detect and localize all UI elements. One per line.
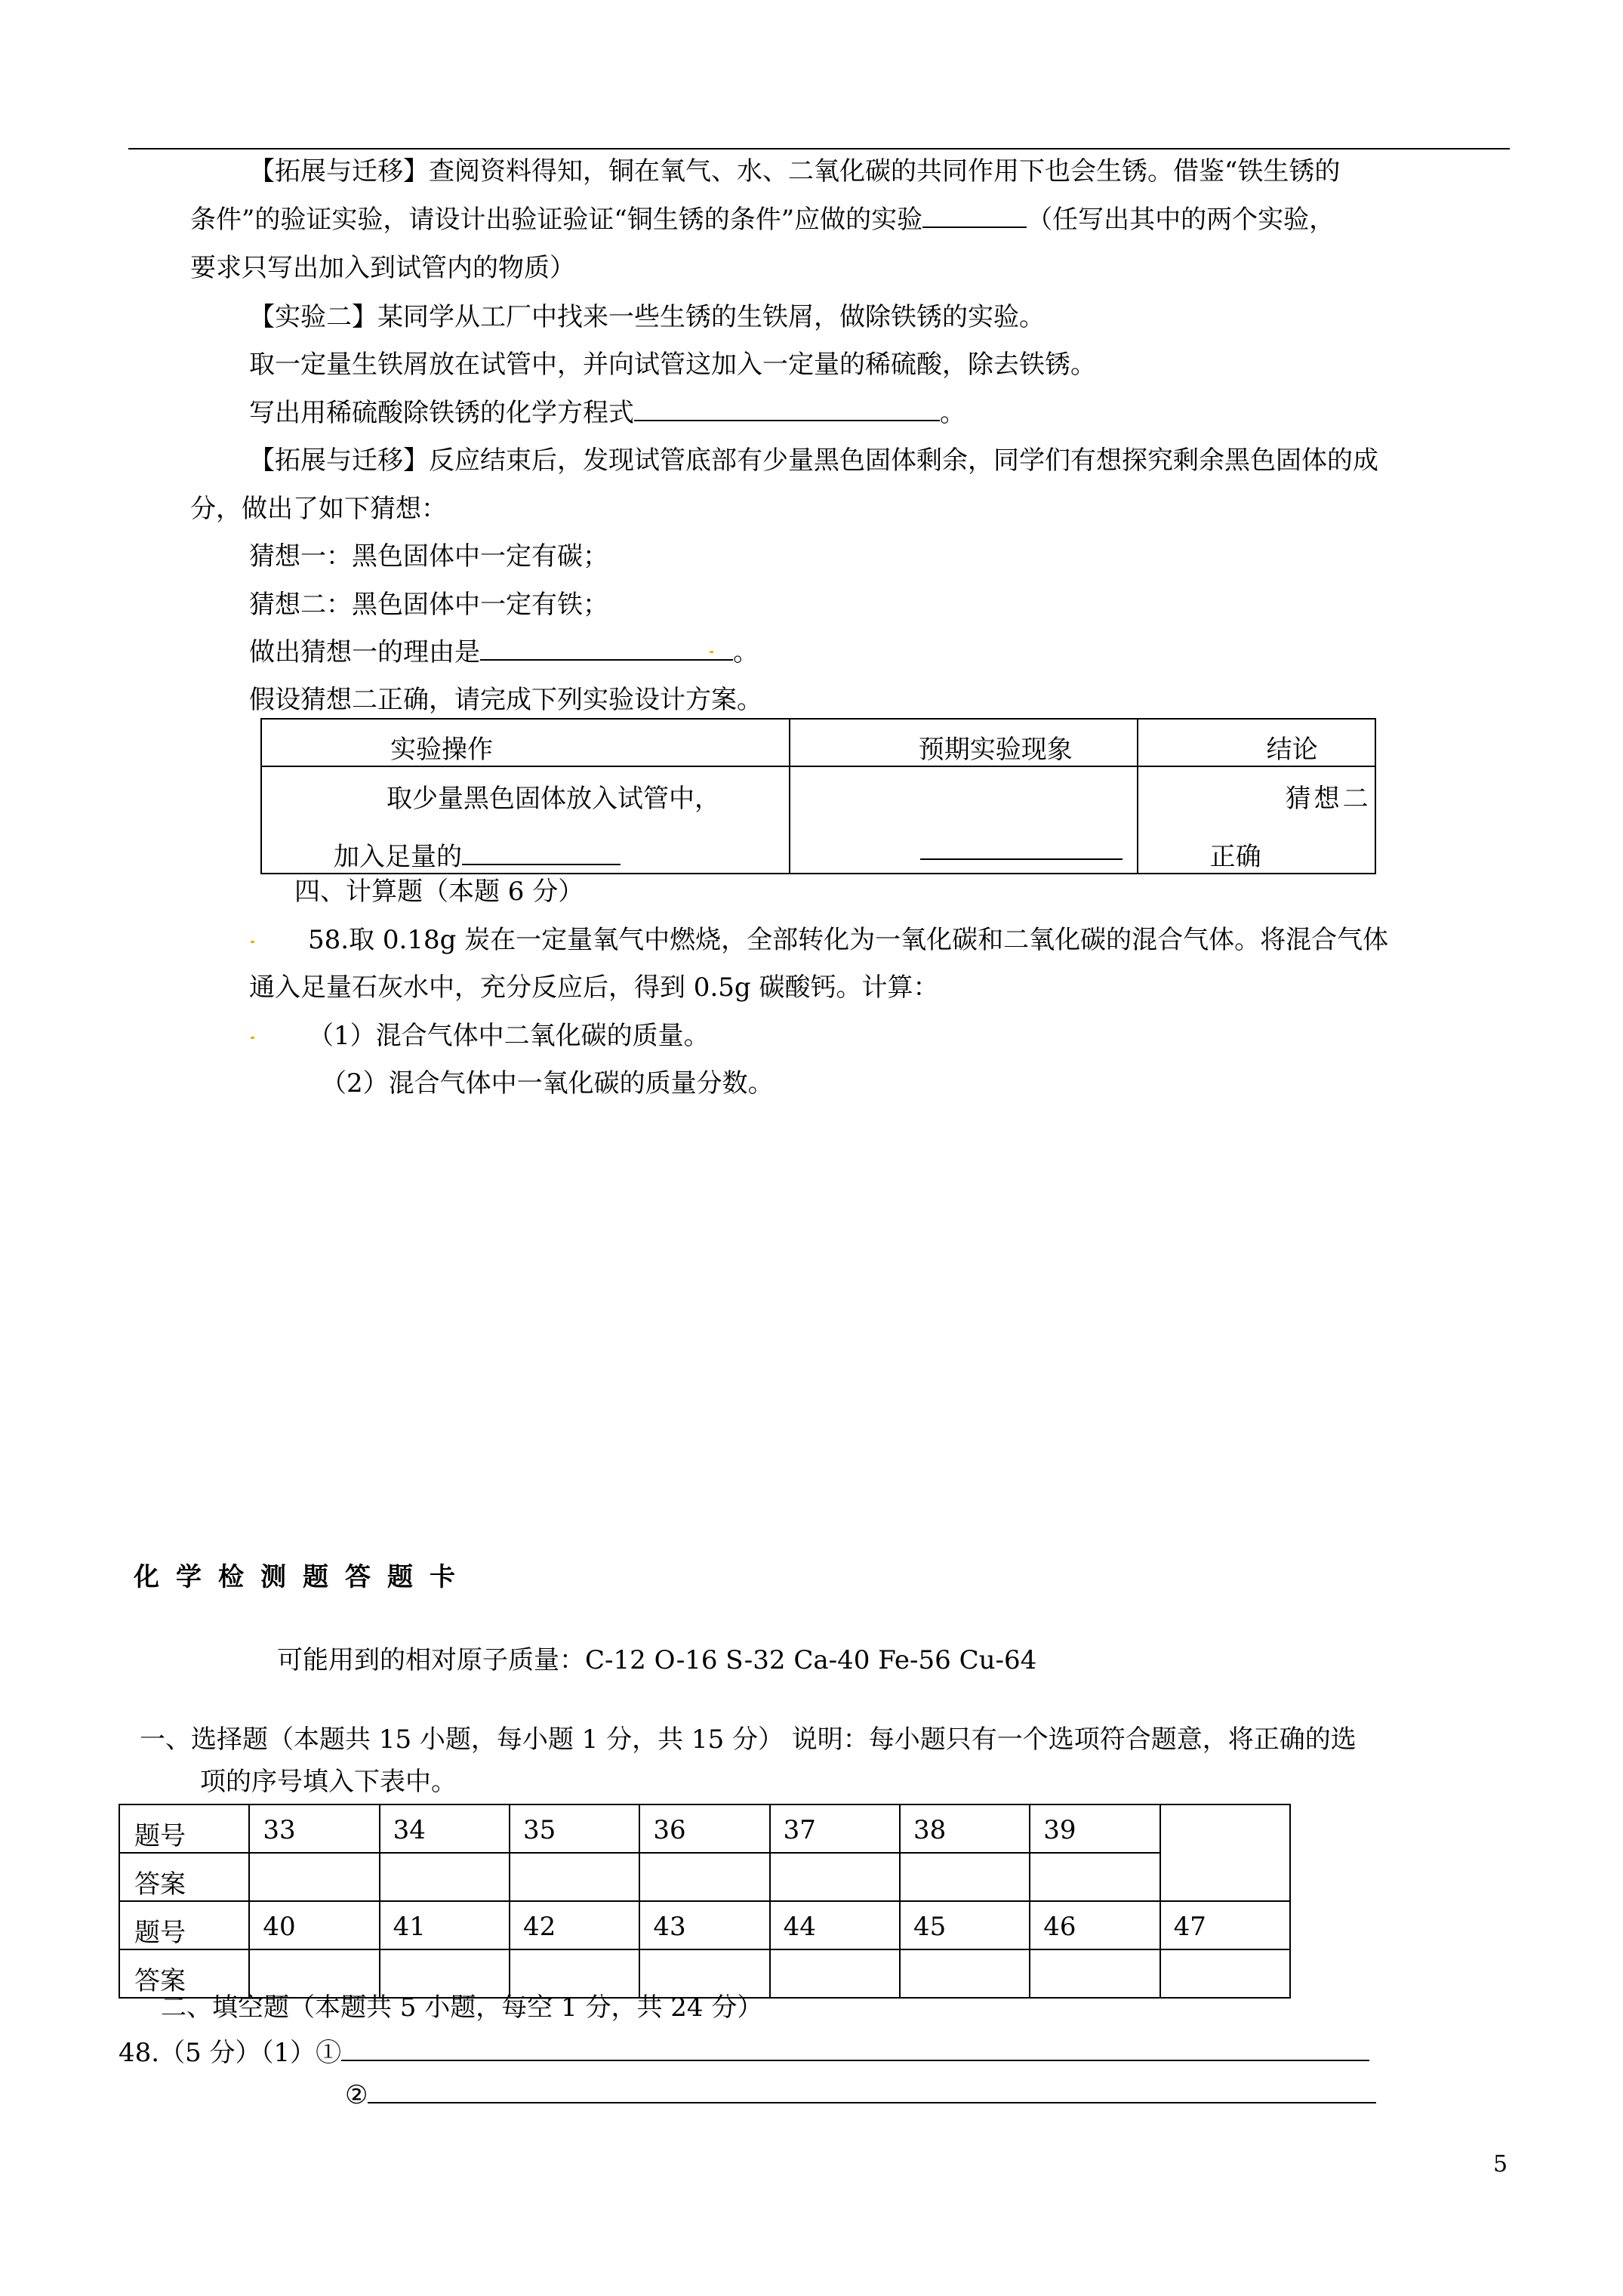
exp2-line2: 取一定量生铁屑放在试管中，并向试管这加入一定量的稀硫酸，除去铁锈。	[249, 350, 1096, 380]
equation-blank[interactable]	[634, 417, 940, 421]
answer-cell[interactable]	[510, 1949, 639, 1998]
q-cell	[510, 1804, 639, 1853]
exp2-line1: 【实验二】某同学从工厂中找来一些生锈的生铁屑，做除铁锈的实验。	[249, 302, 1045, 332]
assume-line: 假设猜想二正确，请完成下列实验设计方案。	[249, 685, 762, 715]
header-cell-operation	[261, 719, 790, 766]
q-cell	[380, 1901, 510, 1949]
answer-cell[interactable]	[1030, 1949, 1160, 1998]
answer-cell[interactable]	[770, 1949, 900, 1998]
question-number: 34	[393, 1815, 426, 1845]
yellow-mark	[710, 651, 713, 653]
answer-card-title: 化学检测题答题卡	[134, 1562, 472, 1592]
header-conclusion: 结论	[1266, 735, 1318, 765]
answer-cell[interactable]	[639, 1949, 769, 1998]
yellow-mark	[251, 941, 254, 943]
answer-cell[interactable]	[900, 1853, 1030, 1901]
phenomenon-blank[interactable]	[920, 855, 1123, 860]
question-number: 43	[653, 1912, 686, 1942]
answer-cell[interactable]	[380, 1949, 510, 1998]
yellow-mark	[251, 1037, 254, 1039]
q-cell	[1160, 1901, 1290, 1949]
question-number: 44	[783, 1912, 816, 1942]
reason-line	[249, 639, 759, 665]
answer-cell[interactable]	[900, 1949, 1030, 1998]
phenomenon-cell	[790, 766, 1138, 874]
q-cell	[770, 1901, 900, 1949]
reagent-blank[interactable]	[462, 861, 621, 865]
q48-prefix: 48.（5 分）（1）①	[119, 2038, 342, 2068]
answer-cell[interactable]	[249, 1853, 379, 1901]
row-label-q1	[119, 1804, 249, 1853]
question-number: 47	[1173, 1912, 1206, 1942]
q-cell	[770, 1804, 900, 1853]
q48-second-marker: ②	[345, 2080, 368, 2110]
question-number: 35	[522, 1815, 556, 1845]
operation-cell	[261, 766, 790, 874]
guess-1: 猜想一：黑色固体中一定有碳；	[249, 541, 608, 572]
label-answer: 答案	[134, 1869, 186, 1900]
q-cell	[249, 1804, 379, 1853]
answer-cell[interactable]	[639, 1853, 769, 1901]
label-answer: 答案	[134, 1966, 186, 1996]
q-cell	[639, 1901, 769, 1949]
q58-sub2: （2）混合气体中一氧化碳的质量分数。	[321, 1068, 774, 1099]
q58-line1: 58.取 0.18g 炭在一定量氧气中燃烧，全部转化为一氧化碳和二氧化碳的混合气体。将混合气体	[308, 925, 1389, 955]
guess-2: 猜想二：黑色固体中一定有铁；	[249, 590, 608, 620]
row-label-q2	[119, 1901, 249, 1949]
question-number: 33	[263, 1815, 296, 1845]
question-number: 46	[1043, 1912, 1076, 1942]
reason-blank[interactable]	[480, 656, 733, 661]
q48-line2	[345, 2082, 1376, 2108]
q58-line2: 通入足量石灰水中，充分反应后，得到 0.5g 碳酸钙。计算：	[249, 972, 939, 1003]
section1-line1: 一、选择题（本题共 15 小题，每小题 1 分，共 15 分） 说明：每小题只有一个选项符合题意，将正确的选	[140, 1724, 1357, 1755]
section1-line2: 项的序号填入下表中。	[200, 1767, 457, 1797]
operation-line2	[262, 815, 789, 873]
header-rule	[128, 148, 1510, 149]
q48-blank-1[interactable]	[341, 2057, 1369, 2061]
ext1-line2-tail: （任写出其中的两个实验，	[1027, 205, 1335, 235]
question-number: 40	[263, 1912, 296, 1942]
q48-blank-2[interactable]	[368, 2099, 1376, 2103]
answer-cell[interactable]	[380, 1853, 510, 1901]
page-number: 5	[1493, 2151, 1508, 2177]
conclusion-line2: 正确	[1209, 842, 1261, 872]
section4-title: 四、计算题（本题 6 分）	[294, 877, 584, 907]
question-number: 39	[1043, 1815, 1076, 1845]
section2-title: 二、填空题（本题共 5 小题，每空 1 分，共 24 分）	[161, 1992, 763, 2023]
answer-cell[interactable]	[249, 1949, 379, 1998]
q48-line1	[119, 2040, 1369, 2066]
answer-cell[interactable]	[770, 1853, 900, 1901]
conclusion-line1: 猜想二	[1285, 784, 1372, 814]
question-number: 42	[522, 1912, 556, 1942]
answer-blank[interactable]	[922, 223, 1027, 228]
exp2-line3-tail: 。	[940, 398, 965, 428]
header-phenomenon: 预期实验现象	[918, 735, 1073, 765]
phenomenon-line	[790, 767, 1137, 867]
answer-table	[119, 1804, 1291, 1999]
experiment-table	[260, 718, 1376, 874]
exp2-line3-text: 写出用稀硫酸除铁锈的化学方程式	[249, 398, 634, 428]
ext1-line3: 要求只写出加入到试管内的物质）	[190, 253, 575, 283]
question-number: 37	[783, 1815, 816, 1845]
q-cell	[249, 1901, 379, 1949]
q58-sub1: （1）混合气体中二氧化碳的质量。	[308, 1021, 710, 1051]
q-cell	[1030, 1901, 1160, 1949]
q-cell	[510, 1901, 639, 1949]
q-cell	[900, 1804, 1030, 1853]
answer-cell[interactable]	[510, 1853, 639, 1901]
conclusion-cell	[1138, 766, 1375, 874]
ext2-line2: 分，做出了如下猜想：	[190, 494, 447, 524]
ext1-line2-text: 条件”的验证实验，请设计出验证验证“铜生锈的条件”应做的实验	[190, 205, 923, 235]
ext1-line2	[190, 207, 1335, 233]
reason-text: 做出猜想一的理由是	[249, 637, 480, 667]
header-cell-phenomenon	[790, 719, 1138, 766]
answer-cell[interactable]	[1160, 1949, 1290, 1998]
question-number: 41	[393, 1912, 426, 1942]
q-cell	[900, 1901, 1030, 1949]
question-number: 38	[913, 1815, 947, 1845]
header-cell-conclusion	[1138, 719, 1375, 766]
q-cell	[639, 1804, 769, 1853]
operation-line2-text: 加入足量的	[334, 842, 462, 872]
q-cell	[1030, 1804, 1160, 1853]
question-number: 36	[653, 1815, 686, 1845]
label-question-number: 题号	[134, 1821, 186, 1851]
exp2-line3	[249, 400, 965, 426]
empty-cell	[1160, 1804, 1290, 1901]
question-number: 45	[913, 1912, 947, 1942]
label-question-number: 题号	[134, 1918, 186, 1948]
reason-tail: 。	[733, 637, 759, 667]
ext2-line1: 【拓展与迁移】反应结束后，发现试管底部有少量黑色固体剩余，同学们有想探究剩余黑色固体的成	[249, 445, 1378, 476]
operation-line1: 取少量黑色固体放入试管中，	[387, 784, 720, 814]
ext1-line1: 【拓展与迁移】查阅资料得知，铜在氧气、水、二氧化碳的共同作用下也会生锈。借鉴“铁生锈的	[249, 156, 1341, 186]
answer-cell[interactable]	[1030, 1853, 1160, 1901]
atomic-masses: 可能用到的相对原子质量：C-12 O-16 S-32 Ca-40 Fe-56 Cu-64	[277, 1645, 1037, 1675]
row-label-a1	[119, 1853, 249, 1901]
q-cell	[380, 1804, 510, 1853]
row-label-a2	[119, 1949, 249, 1998]
header-operation: 实验操作	[390, 735, 493, 765]
